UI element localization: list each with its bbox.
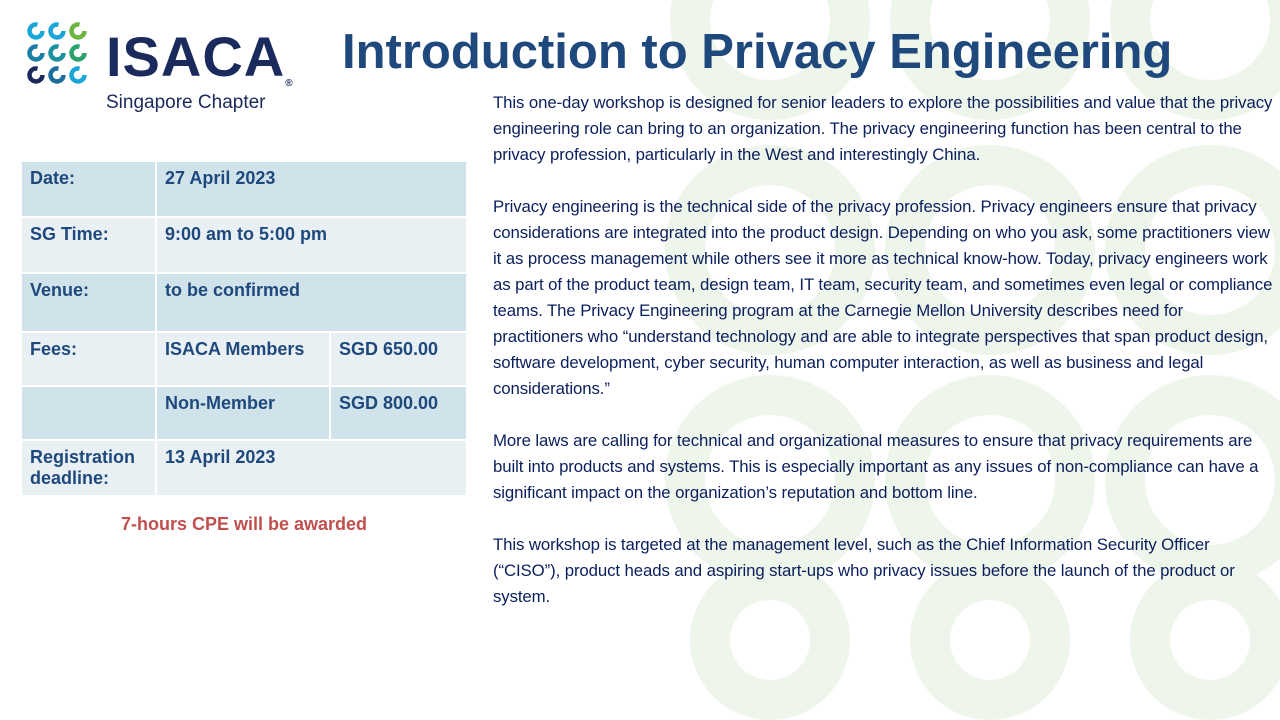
paragraph: Privacy engineering is the technical side of the privacy profession. Privacy engineers ensure that privacy considerations are integrated into the product design. Depending on who you ask, some practitioners view it as process management while others see it more as technical know-how. Today, privacy engineers work as part of the product team, design team, IT team, security team, and sometimes even legal or compliance teams. The Privacy Engineering program at the Carnegie Mellon University describes need for practitioners who “understand technology and are able to integrate perspectives that span product design, software development, cyber security, human computer interaction, as well as business and legal considerations.” xyxy=(493,197,1273,398)
table-row: Registration deadline: 13 April 2023 xyxy=(21,440,467,496)
description xyxy=(493,90,1275,610)
logo-subtitle: Singapore Chapter xyxy=(106,92,266,113)
isaca-logo-mark-icon xyxy=(26,22,90,86)
paragraph: This workshop is targeted at the management level, such as the Chief Information Security Officer (“CISO”), product heads and aspiring start-ups who privacy issues before the launch of the product or system. xyxy=(493,535,1235,606)
paragraph: More laws are calling for technical and organizational measures to ensure that privacy requirements are built into products and systems. This is especially important as any issues of non-compliance can have a significant impact on the organization’s reputation and bottom line. xyxy=(493,431,1259,502)
cpe-notice: 7-hours CPE will be awarded xyxy=(120,514,368,534)
table-row: Fees: ISACA Members SGD 650.00 xyxy=(21,332,467,386)
table-row: Date: 27 April 2023 xyxy=(21,161,467,217)
event-details-table xyxy=(20,160,468,497)
page-title: Introduction to Privacy Engineering xyxy=(342,25,1173,79)
table-row: Venue: to be confirmed xyxy=(21,273,467,332)
logo-wordmark: ISACA® xyxy=(106,25,294,89)
table-row: Non-Member SGD 800.00 xyxy=(21,386,467,440)
paragraph: This one-day workshop is designed for senior leaders to explore the possibilities and value that the privacy engineering role can bring to an organization. The privacy engineering function has been central to the privacy profession, particularly in the West and interestingly China. xyxy=(493,93,1273,164)
table-row: SG Time: 9:00 am to 5:00 pm xyxy=(21,217,467,273)
isaca-logo xyxy=(26,22,294,113)
